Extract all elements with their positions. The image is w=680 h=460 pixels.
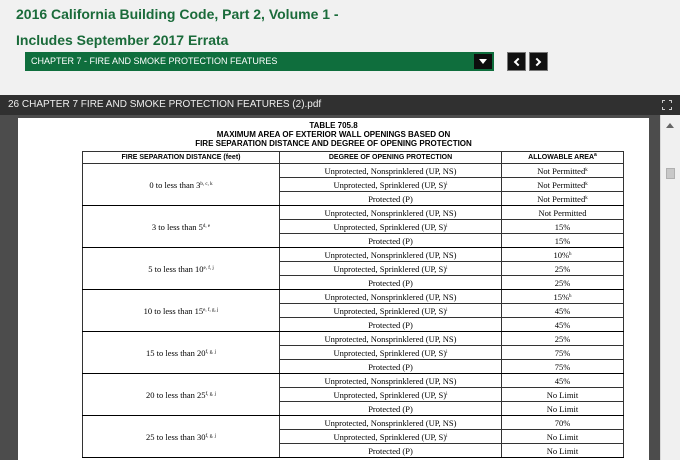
area-text: 10% — [553, 249, 570, 260]
area-cell — [502, 360, 624, 374]
area-text: 70% — [554, 417, 571, 428]
area-cell — [502, 192, 624, 206]
table-title-line2: FIRE SEPARATION DISTANCE AND DEGREE OF OPENING PROTECTION — [195, 139, 472, 148]
area-cell — [502, 276, 624, 290]
protection-cell — [280, 192, 502, 206]
protection-text: Protected (P) — [368, 235, 413, 246]
area-text: 25% — [554, 277, 571, 288]
table-number: TABLE 705.8 — [309, 121, 358, 130]
distance-footnote: e, f, j — [203, 265, 214, 271]
distance-footnote: e, f, g, j — [203, 307, 219, 313]
area-cell — [502, 164, 624, 178]
book-title-line1: 2016 California Building Code, Part 2, Volume 1 - — [16, 6, 339, 22]
chapter-select-value: CHAPTER 7 - FIRE AND SMOKE PROTECTION FEATURES — [31, 56, 278, 66]
area-cell — [502, 430, 624, 444]
protection-cell — [280, 220, 502, 234]
protection-cell — [280, 290, 502, 304]
distance-footnote: f, g, j — [205, 349, 217, 355]
protection-text: Unprotected, Nonsprinklered (UP, NS) — [324, 165, 457, 176]
area-text: 25% — [554, 263, 571, 274]
area-text: Not Permitted — [537, 165, 586, 176]
distance-text: 10 to less than 15 — [143, 305, 204, 316]
area-text: 45% — [554, 319, 571, 330]
area-cell — [502, 402, 624, 416]
area-footnote: k — [585, 195, 588, 201]
protection-footnote: i — [446, 307, 448, 313]
pdf-viewer — [0, 95, 680, 460]
previous-chapter-button[interactable] — [507, 52, 526, 71]
area-cell — [502, 374, 624, 388]
area-cell — [502, 444, 624, 458]
protection-footnote: i — [446, 433, 448, 439]
pdf-file-name: 26 CHAPTER 7 FIRE AND SMOKE PROTECTION FEATURES (2).pdf — [8, 99, 322, 110]
protection-cell — [280, 276, 502, 290]
header-area — [502, 152, 624, 164]
distance-text: 25 to less than 30 — [145, 431, 206, 442]
distance-footnote: d, e — [202, 223, 211, 229]
table-row — [83, 248, 624, 262]
chapter-select[interactable] — [25, 52, 494, 71]
protection-text: Unprotected, Sprinklered (UP, S) — [333, 347, 447, 358]
next-chapter-button[interactable] — [529, 52, 548, 71]
protection-cell — [280, 178, 502, 192]
protection-cell — [280, 374, 502, 388]
protection-cell — [280, 206, 502, 220]
area-cell — [502, 220, 624, 234]
area-text: 45% — [554, 375, 571, 386]
header-area-footnote: a — [594, 152, 597, 158]
protection-cell — [280, 248, 502, 262]
protection-cell — [280, 304, 502, 318]
area-cell — [502, 332, 624, 346]
table-row — [83, 164, 624, 178]
protection-text: Unprotected, Sprinklered (UP, S) — [333, 221, 447, 232]
protection-cell — [280, 430, 502, 444]
protection-cell — [280, 332, 502, 346]
area-cell — [502, 416, 624, 430]
distance-footnote: f, g, j — [205, 391, 217, 397]
protection-text: Unprotected, Sprinklered (UP, S) — [333, 431, 447, 442]
protection-text: Protected (P) — [368, 361, 413, 372]
protection-text: Unprotected, Sprinklered (UP, S) — [333, 179, 447, 190]
area-cell — [502, 234, 624, 248]
area-text: 45% — [554, 305, 571, 316]
protection-text: Unprotected, Nonsprinklered (UP, NS) — [324, 249, 457, 260]
protection-cell — [280, 262, 502, 276]
protection-text: Protected (P) — [368, 193, 413, 204]
protection-cell — [280, 346, 502, 360]
protection-text: Protected (P) — [368, 403, 413, 414]
protection-text: Unprotected, Nonsprinklered (UP, NS) — [324, 375, 457, 386]
distance-text: 15 to less than 20 — [145, 347, 206, 358]
distance-footnote: b, c, k — [200, 181, 213, 187]
area-cell — [502, 262, 624, 276]
protection-text: Unprotected, Nonsprinklered (UP, NS) — [324, 333, 457, 344]
table-row — [83, 332, 624, 346]
protection-text: Protected (P) — [368, 319, 413, 330]
area-footnote: k — [585, 181, 588, 187]
area-text: 15% — [553, 291, 570, 302]
area-cell — [502, 346, 624, 360]
area-text: No Limit — [546, 403, 579, 414]
area-cell — [502, 206, 624, 220]
area-footnote: h — [569, 251, 572, 257]
area-cell — [502, 248, 624, 262]
protection-footnote: i — [446, 349, 448, 355]
protection-cell — [280, 402, 502, 416]
vertical-scrollbar[interactable] — [660, 115, 680, 460]
chevron-left-icon — [514, 58, 522, 66]
header-distance: FIRE SEPARATION DISTANCE (feet) — [83, 152, 280, 164]
scroll-up-arrow-icon[interactable] — [666, 123, 674, 128]
protection-text: Unprotected, Sprinklered (UP, S) — [333, 305, 447, 316]
area-cell — [502, 290, 624, 304]
header-protection: DEGREE OF OPENING PROTECTION — [280, 152, 502, 164]
area-text: No Limit — [546, 431, 579, 442]
protection-text: Protected (P) — [368, 445, 413, 456]
chevron-right-icon — [533, 58, 541, 66]
table-row — [83, 374, 624, 388]
area-cell — [502, 304, 624, 318]
distance-text: 0 to less than 3 — [149, 179, 201, 190]
area-text: 25% — [554, 333, 571, 344]
area-text: No Limit — [546, 389, 579, 400]
area-text: No Limit — [546, 445, 579, 456]
opening-area-table — [82, 151, 624, 458]
area-text: Not Permitted — [537, 179, 586, 190]
area-text: 15% — [554, 235, 571, 246]
table-title-line1: MAXIMUM AREA OF EXTERIOR WALL OPENINGS BASED ON — [216, 130, 451, 139]
protection-cell — [280, 164, 502, 178]
protection-text: Unprotected, Nonsprinklered (UP, NS) — [324, 417, 457, 428]
fullscreen-icon[interactable] — [662, 100, 672, 110]
distance-cell — [83, 248, 280, 290]
protection-footnote: i — [446, 181, 448, 187]
distance-cell — [83, 206, 280, 248]
protection-cell — [280, 444, 502, 458]
distance-footnote: f, g, j — [205, 433, 217, 439]
header-area-label: ALLOWABLE AREA — [528, 154, 595, 161]
distance-cell — [83, 332, 280, 374]
area-text: Not Permitted — [538, 207, 587, 218]
distance-text: 3 to less than 5 — [151, 221, 203, 232]
table-row — [83, 416, 624, 430]
distance-cell — [83, 290, 280, 332]
protection-footnote: i — [446, 391, 448, 397]
protection-text: Protected (P) — [368, 277, 413, 288]
protection-text: Unprotected, Sprinklered (UP, S) — [333, 263, 447, 274]
area-cell — [502, 178, 624, 192]
area-text: 75% — [554, 361, 571, 372]
area-footnote: k — [585, 167, 588, 173]
distance-cell — [83, 164, 280, 206]
distance-text: 20 to less than 25 — [145, 389, 206, 400]
protection-cell — [280, 360, 502, 374]
area-cell — [502, 388, 624, 402]
protection-footnote: i — [446, 223, 448, 229]
area-footnote: h — [569, 293, 572, 299]
protection-cell — [280, 318, 502, 332]
table-row — [83, 206, 624, 220]
viewer-title-bar — [0, 95, 680, 115]
dropdown-arrow-icon[interactable] — [474, 54, 492, 69]
area-text: 75% — [554, 347, 571, 358]
protection-cell — [280, 388, 502, 402]
protection-text: Unprotected, Sprinklered (UP, S) — [333, 389, 447, 400]
area-cell — [502, 318, 624, 332]
table-row — [83, 290, 624, 304]
book-title-line2: Includes September 2017 Errata — [16, 32, 229, 48]
area-text: 15% — [554, 221, 571, 232]
area-text: Not Permitted — [537, 193, 586, 204]
protection-footnote: i — [446, 265, 448, 271]
distance-cell — [83, 374, 280, 416]
scroll-thumb[interactable] — [666, 168, 675, 179]
protection-cell — [280, 416, 502, 430]
protection-text: Unprotected, Nonsprinklered (UP, NS) — [324, 291, 457, 302]
distance-cell — [83, 416, 280, 458]
distance-text: 5 to less than 10 — [148, 263, 204, 274]
protection-cell — [280, 234, 502, 248]
pdf-page — [18, 118, 649, 460]
protection-text: Unprotected, Nonsprinklered (UP, NS) — [324, 207, 457, 218]
